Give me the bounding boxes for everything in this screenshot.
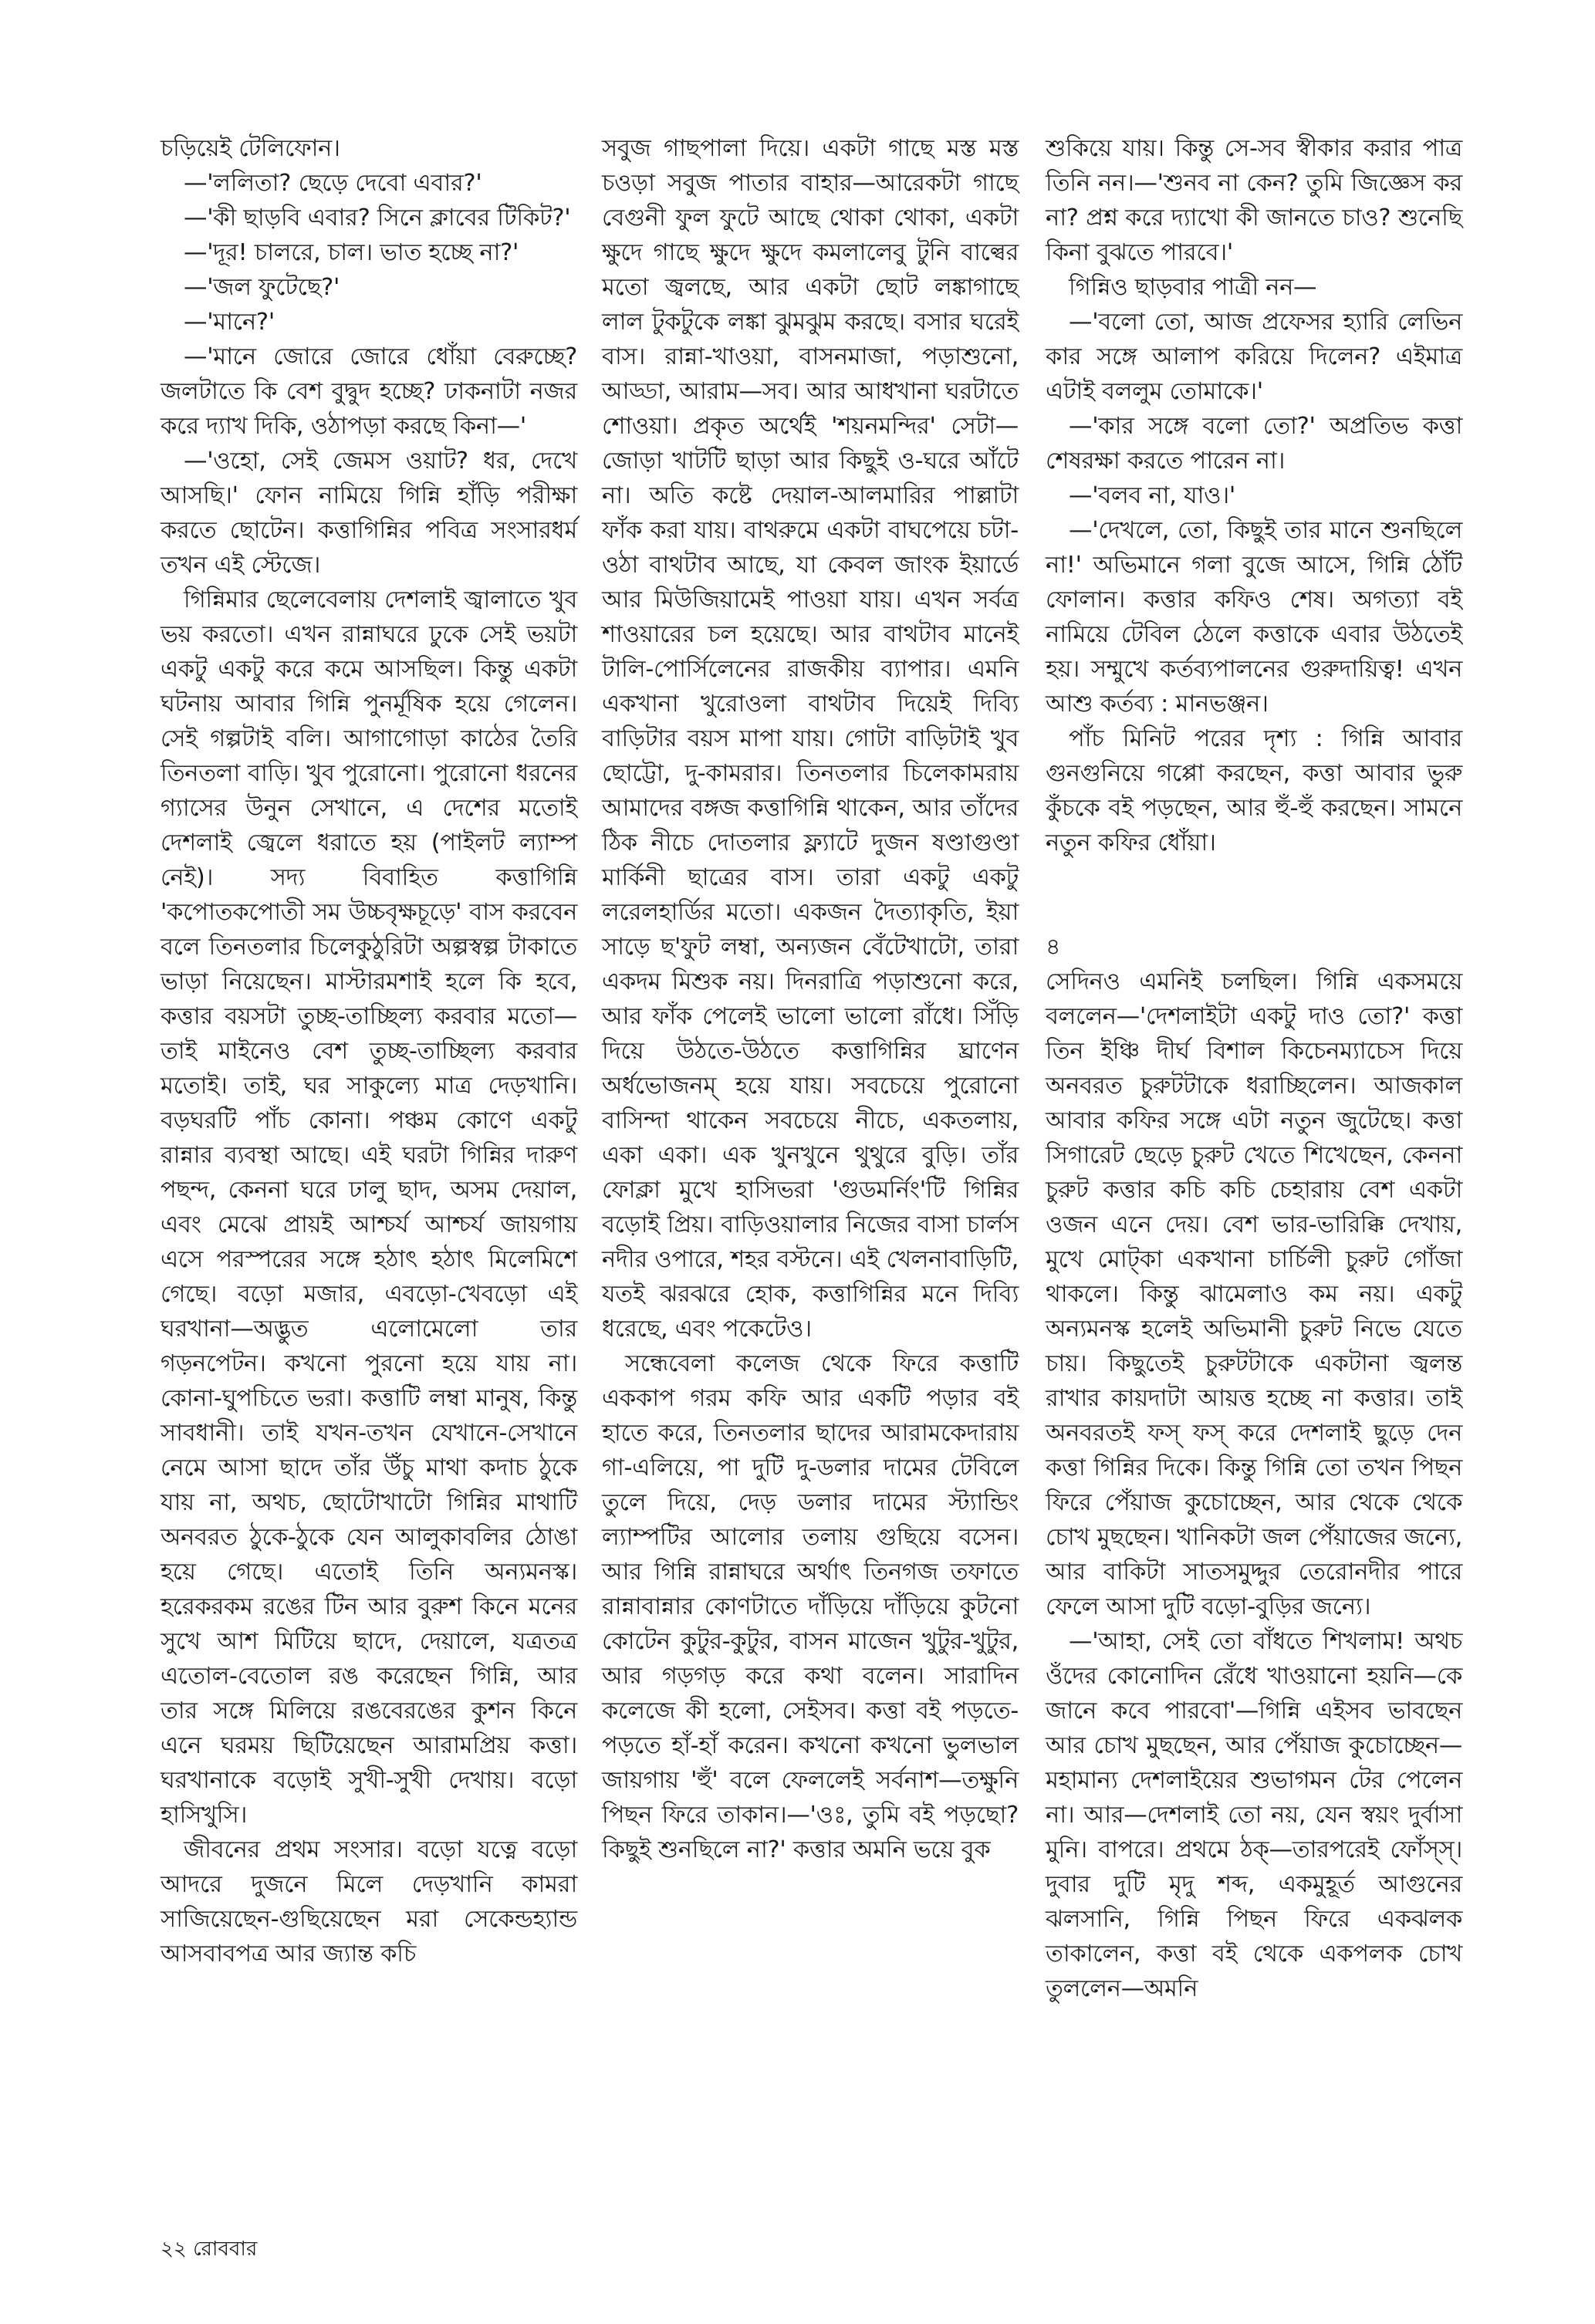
dialogue-line: —'ললিতা? ছেড়ে দেবো এবার?' [184,170,482,197]
dialogue-line: —'আহা, সেই তো বাঁধতে শিখলাম! অথচ ওঁদের কোনোদিন রেঁধে খাওয়ানো হয়নি—কে জানে কবে পারবো'—গিন্নি এইসব ভাবছেন আর চোখ মুছছেন, আর পেঁয়াজ কুচোচ্ছেন—মহামান্য দেশলাইয়ের শুভাগমন টের পেলেন না। আর—দেশলাই তো নয়, যেন স্বয়ং দুর্বাসা মুনি। বাপরে। প্রথমে ঠক্—তারপরেই ফোঁস্‌স্। দুবার দুটি মৃদু শব্দ, একমুহূর্ত আগুনের ঝলসানি, গিন্নি পিছন ফিরে একঝলক তাকালেন, কত্তা বই থেকে একপলক চোখ তুললেন—অমনি [1046,1628,1462,2002]
paragraph: গিন্নিমার ছেলেবেলায় দেশলাই জ্বালাতে খুব ভয় করতো। এখন রান্নাঘরে ঢুকে সেই ভয়টা একটু একটু করে কমে আসছিল। কিন্তু একটা ঘটনায় আবার গিন্নি পুনর্মূষিক হয়ে গেলেন। সেই গল্পটাই বলি। আগাগোড়া কাঠের তৈরি তিনতলা বাড়ি। খুব পুরোনো। পুরোনো ধরনের গ্যাসের উনুন সেখানে, এ দেশের মতোই দেশলাই জ্বেলে ধরাতে হয় (পাইলট ল্যাম্প নেই)। সদ্য বিবাহিত কত্তাগিন্নি 'কপোতকপোতী সম উচ্চবৃক্ষচূড়ে' বাস করবেন বলে তিনতলার চিলেকুঠুরিটা অল্পস্বল্প টাকাতে ভাড়া নিয়েছেন। মাস্টারমশাই হলে কি হবে, কত্তার বয়সটা তুচ্ছ-তাচ্ছিল্য করবার মতো—তাই মাইনেও বেশ তুচ্ছ-তাচ্ছিল্য করবার মতোই। তাই, ঘর সাকুল্যে মাত্র দেড়খানি। বড়ঘরটি পাঁচ কোনা। পঞ্চম কোণে একটু রান্নার ব্যবস্থা আছে। এই ঘরটা গিন্নির দারুণ পছন্দ, কেননা ঘরে ঢালু ছাদ, অসম দেয়াল, এবং মেঝে প্রায়ই আশ্চর্য আশ্চর্য জায়গায় এসে পরস্পরের সঙ্গে হঠাৎ হঠাৎ মিলেমিশে গেছে। বড়ো মজার, এবড়ো-খেবড়ো এই ঘরখানা—অদ্ভুত এলোমেলো তার গড়নপেটন। কখনো পুরনো হয়ে যায় না। কোনা-ঘুপচিতে ভরা। কত্তাটি লম্বা মানুষ, কিন্তু সাবধানী। তাই যখন-তখন যেখানে-সেখানে নেমে আসা ছাদে তাঁর উঁচু মাথা কদাচ ঠুকে যায় না, অথচ, ছোটোখাটো গিন্নির মাথাটি অনবরত ঠুকে-ঠুকে যেন আলুকাবলির ঠোঙা হয়ে গেছে। এতোই তিনি অন্যমনস্ক। হরেকরকম রঙের টিন আর বুরুশ কিনে মনের সুখে আশ মিটিয়ে ছাদে, দেয়ালে, যত্রতত্র এতোল-বেতোল রঙ করেছেন গিন্নি, আর তার সঙ্গে মিলিয়ে রঙবেরঙের কুশন কিনে এনে ঘরময় ছিটিয়েছেন আরামপ্রিয় কত্তা। ঘরখানাকে বড়োই সুখী-সুখী দেখায়। বড়ো হাসিখুসি। [161,586,577,1829]
dialogue-line: —'মানে জোরে জোরে ধোঁয়া বেরুচ্ছে? জলটাতে কি বেশ বুদ্বুদ হচ্ছে? ঢাকনাটা নজর করে দ্যাখ দিকি, ওঠাপড়া করছে কিনা—' [161,343,577,440]
dialogue-line: —'ওহো, সেই জেমস ওয়াট? ধর, দেখে আসছি।' ফোন নামিয়ে গিন্নি হাঁড়ি পরীক্ষা করতে ছোটেন। কত্তাগিন্নির পবিত্র সংসারধর্ম তখন এই স্টেজে। [161,448,577,579]
column-2 [602,131,1019,1867]
section-number: ৪ [1046,934,1061,961]
paragraph: শুকিয়ে যায়। কিন্তু সে-সব স্বীকার করার পাত্র তিনি নন।—'শুনব না কেন? তুমি জিজ্ঞেস কর না? প্রশ্ন করে দ্যাখো কী জানতে চাও? শুনেছি কিনা বুঝতে পারবে।' [1046,135,1462,266]
dialogue-line: —'মানে?' [184,309,275,336]
paragraph: সেদিনও এমনিই চলছিল। গিন্নি একসময়ে বললেন—'দেশলাইটা একটু দাও তো?' কত্তা তিন ইঞ্চি দীর্ঘ বিশাল কিচেনম্যাচেস দিয়ে অনবরত চুরুটটাকে ধরাচ্ছিলেন। আজকাল আবার কফির সঙ্গে এটা নতুন জুটেছে। কত্তা সিগারেট ছেড়ে চুরুট খেতে শিখেছেন, কেননা চুরুট কত্তার কচি কচি চেহারায় বেশ একটা ওজন এনে দেয়। বেশ ভার-ভারিক্কি দেখায়, মুখে মোট্‌কা একখানা চার্চিলী চুরুট গোঁজা থাকলে। কিন্তু ঝামেলাও কম নয়। একটু অন্যমনস্ক হলেই অভিমানী চুরুট নিভে যেতে চায়। কিছুতেই চুরুটটাকে একটানা জ্বলন্ত রাখার কায়দাটা আয়ত্ত হচ্ছে না কত্তার। তাই অনবরতই ফস্ ফস্ করে দেশলাই ছুড়ে দেন কত্তা গিন্নির দিকে। কিন্তু গিন্নি তো তখন পিছন ফিরে পেঁয়াজ কুচোচ্ছেন, আর থেকে থেকে চোখ মুছছেন। খানিকটা জল পেঁয়াজের জন্যে, আর বাকিটা সাতসমুদ্দুর তেরোনদীর পারে ফেলে আসা দুটি বড়ো-বুড়ির জন্যে। [1046,968,1462,1620]
column-3 [1046,131,1462,2006]
dialogue-line: —'দূর! চালরে, চাল। ভাত হচ্ছে না?' [184,239,519,266]
dialogue-line: —'কী ছাড়বি এবার? সিনে ক্লাবের টিকিট?' [184,204,571,231]
dialogue-line: —'বলব না, যাও।' [1069,482,1235,509]
dialogue-line: —'দেখলে, তো, কিছুই তার মানে শুনছিলে না!' অভিমানে গলা বুজে আসে, গিন্নি ঠোঁট ফোলান। কত্তার কফিও শেষ। অগত্যা বই নামিয়ে টেবিল ঠেলে কত্তাকে এবার উঠতেই হয়। সম্মুখে কর্তব্যপালনের গুরুদায়িত্ব! এখন আশু কর্তব্য : মানভঞ্জন। [1046,517,1462,718]
paragraph: জীবনের প্রথম সংসার। বড়ো যত্নে বড়ো আদরে দুজনে মিলে দেড়খানি কামরা সাজিয়েছেন-গুছিয়েছেন মরা সেকেন্ডহ্যান্ড আসবাবপত্র আর জ্যান্ত কচি [161,1836,577,1968]
paragraph: গিন্নিও ছাড়বার পাত্রী নন— [1069,274,1317,301]
paragraph: চড়িয়েই টেলিফোন। [161,135,340,162]
page-footer: ২২ রোববার [161,2238,258,2261]
paragraph: সবুজ গাছপালা দিয়ে। একটা গাছে মস্ত মস্ত চওড়া সবুজ পাতার বাহার—আরেকটা গাছে বেগুনী ফুল ফুটে আছে থোকা থোকা, একটা ক্ষুদে গাছে ক্ষুদে ক্ষুদে কমলালেবু টুনি বাল্বের মতো জ্বলছে, আর একটা ছোট লঙ্কাগাছে লাল টুকটুকে লঙ্কা ঝুমঝুম করছে। বসার ঘরেই বাস। রান্না-খাওয়া, বাসনমাজা, পড়াশুনো, আড্ডা, আরাম—সব। আর আধখানা ঘরটাতে শোওয়া। প্রকৃত অর্থেই 'শয়নমন্দির' সেটা—জোড়া খাটটি ছাড়া আর কিছুই ও-ঘরে আঁটে না। অতি কষ্টে দেয়াল-আলমারির পাল্লাটা ফাঁক করা যায়। বাথরুমে একটা বাঘপেয়ে চটা-ওঠা বাথটাব আছে, যা কেবল জাংক ইয়ার্ডে আর মিউজিয়ামেই পাওয়া যায়। এখন সর্বত্র শাওয়ারের চল হয়েছে। আর বাথটাব মানেই টালি-পোর্সিলেনের রাজকীয় ব্যাপার। এমনি একখানা খুরোওলা বাথটাব দিয়েই দিব্যি বাড়িটার বয়স মাপা যায়। গোটা বাড়িটাই খুব ছোট্টো, দু-কামরার। তিনতলার চিলেকামরায় আমাদের বঙ্গজ কত্তাগিন্নি থাকেন, আর তাঁদের ঠিক নীচে দোতলার ফ্ল্যাটে দুজন ষণ্ডাগুণ্ডা মার্কিনী ছাত্রের বাস। তারা একটু একটু লরেলহার্ডির মতো। একজন দৈত্যাকৃতি, ইয়া সাড়ে ছ'ফুট লম্বা, অন্যজন বেঁটেখাটো, তারা একদম মিশুক নয়। দিনরাত্রি পড়াশুনো করে, আর ফাঁক পেলেই ভালো ভালো রাঁধে। সিঁড়ি দিয়ে উঠতে-উঠতে কত্তাগিন্নির ঘ্রাণেন অর্ধভোজনম্ হয়ে যায়। সবচেয়ে পুরোনো বাসিন্দা থাকেন সবচেয়ে নীচে, একতলায়, একা একা। এক খুনখুনে থুথুরে বুড়ি। তাঁর ফোক্লা মুখে হাসিভরা 'গুডমর্নিং'টি গিন্নির বড়োই প্রিয়। বাড়িওয়ালার নিজের বাসা চার্লস নদীর ওপারে, শহর বস্টনে। এই খেলনাবাড়িটি, যতই ঝরঝরে হোক, কত্তাগিন্নির মনে দিব্যি ধরেছে, এবং পকেটেও। [602,135,1019,1343]
paragraph: পাঁচ মিনিট পরের দৃশ্য : গিন্নি আবার গুনগুনিয়ে গপ্পো করছেন, কত্তা আবার ভুরু কুঁচকে বই পড়ছেন, আর হুঁ-হুঁ করছেন। সামনে নতুন কফির ধোঁয়া। [1046,725,1462,856]
paragraph: সন্ধেবেলা কলেজ থেকে ফিরে কত্তাটি এককাপ গরম কফি আর একটি পড়ার বই হাতে করে, তিনতলার ছাদের আরামকেদারায় গা-এলিয়ে, পা দুটি দু-ডলার দামের টেবিলে তুলে দিয়ে, দেড় ডলার দামের স্ট্যান্ডিং ল্যাম্পটির আলোর তলায় গুছিয়ে বসেন। আর গিন্নি রান্নাঘরে অর্থাৎ তিনগজ তফাতে রান্নাবান্নার কোণটাতে দাঁড়িয়ে দাঁড়িয়ে কুটনো কোটেন কুটুর-কুটুর, বাসন মাজেন খুটুর-খুটুর, আর গড়গড় করে কথা বলেন। সারাদিন কলেজে কী হলো, সেইসব। কত্তা বই পড়তে-পড়তে হাঁ-হাঁ করেন। কখনো কখনো ভুলভাল জায়গায় 'হুঁ' বলে ফেললেই সর্বনাশ—তক্ষুনি পিছন ফিরে তাকান।—'ওঃ, তুমি বই পড়ছো? কিছুই শুনছিলে না?' কত্তার অমনি ভয়ে বুক [602,1350,1019,1863]
dialogue-line: —'বলো তো, আজ প্রফেসর হ্যারি লেভিন কার সঙ্গে আলাপ করিয়ে দিলেন? এইমাত্র এটাই বললুম তোমাকে।' [1046,309,1462,405]
dialogue-line: —'জল ফুটেছে?' [184,274,340,301]
column-1 [161,131,577,1971]
dialogue-line: —'কার সঙ্গে বলো তো?' অপ্রতিভ কত্তা শেষরক্ষা করতে পারেন না। [1046,413,1462,475]
